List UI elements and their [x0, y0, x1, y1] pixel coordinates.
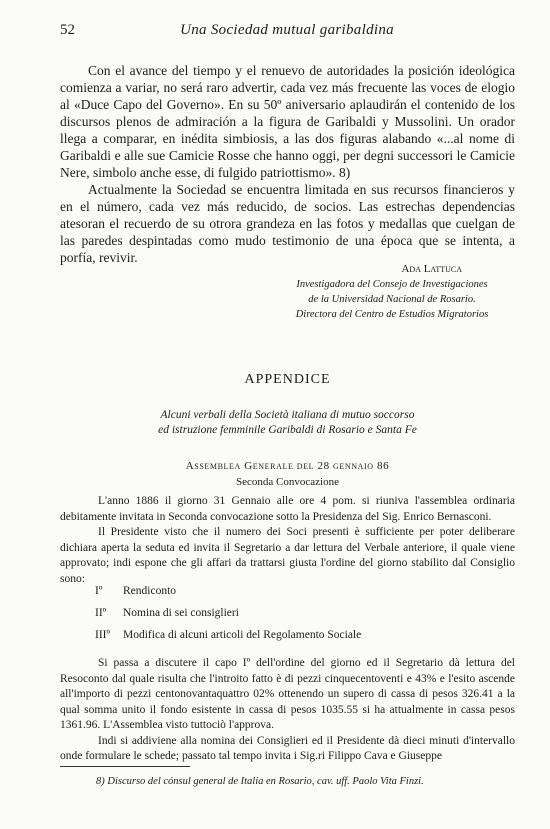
agenda-number: IIº	[95, 607, 107, 619]
appendix-title: APPENDICE	[244, 372, 331, 387]
body-paragraph: Actualmente la Sociedad se encuentra limitada en sus recursos financieros y en el número, cada vez más reducido, de socios. Las estrechas dependencias atesoran el recuerdo de su otrora grandeza en las fotos y medallas que cuelgan de las paredes despintadas como mudo testimonio de una época que se intenta, a porfía, revivir.	[60, 182, 515, 265]
author-affiliation: Investigadora del Consejo de Investigaciones	[296, 279, 488, 290]
footnote-marker: 8)	[96, 776, 105, 787]
assembly-subtitle: Seconda Convocazione	[236, 476, 339, 488]
agenda-number: Iº	[95, 585, 103, 597]
body-paragraph: Con el avance del tiempo y el renuevo de autoridades la posición ideológica comienza a variar, no será raro advertir, cada vez más frecuente las voces de elogio al «Duce Capo del Governo». En su 50º aniversario aplaudirán el contenido de los discursos plenos de admiración a la figura de Garibaldi y Mussolini. Un orador llega a comparar, en inédita simbiosis, a las dos figuras alabando «...al nome di Garibaldi e alle sue Camicie Rosse che hanno oggi, per degni successori le Camicie Nere, simbolo anche esse, di fulgido patriottismo». 8)	[60, 63, 515, 180]
page-header	[60, 22, 514, 44]
running-title: Una Sociedad mutual garibaldina	[180, 22, 394, 38]
minutes-paragraph: Si passa a discutere il capo Iº dell'ordine del giorno ed il Segretario dà lettura del Resoconto dal quale risulta che l'introito fatto è di pezzi cinquecentoventi e 43% e l'esito ascende all'importo di pezzi centonovantaquattro 02% ottenendo un supero di cassa di pesos 326.41 a la qual somma unito il fondo esistente in cassa di pesos 1035.55 si ha attualmente in cassa pesos 1361.96. L'Assemblea visto tuttociò l'approva.	[60, 657, 515, 731]
author-affiliation: de la Universidad Nacional de Rosario.	[308, 294, 476, 305]
author-name: Ada Lattuca	[401, 263, 462, 275]
body-text	[60, 62, 515, 266]
minutes-paragraph: Il Presidente visto che il numero dei Soci presenti è sufficiente per poter deliberare dichiara aperta la seduta ed invita il Segretario a dar lettura del Verbale anteriore, il quale viene approvato; indi espone che gli affari da trattarsi giusta l'ordine del giorno stabilito dal Consiglio sono:	[60, 526, 515, 585]
agenda-text: Modifica di alcuni articoli del Regolamento Sociale	[123, 629, 362, 641]
footnote-divider	[60, 766, 190, 767]
minutes-text	[60, 656, 515, 765]
appendix-subtitle-line: Alcuni verbali della Società italiana di mutuo soccorso	[160, 409, 415, 421]
appendix-subtitle	[60, 408, 515, 438]
minutes-paragraph: Indi si addiviene alla nomina dei Consiglieri ed il Presidente dà dieci minuti d'intervallo onde formulare le schede; passato tal tempo invita i Sig.ri Filippo Cava e Giuseppe	[60, 734, 515, 762]
minutes-text	[60, 494, 515, 587]
author-affiliation: Directora del Centro de Estudios Migratorios	[295, 309, 489, 320]
author-signature	[262, 262, 522, 322]
agenda-text: Rendiconto	[123, 585, 177, 597]
agenda-list	[95, 585, 515, 651]
footnote	[96, 776, 424, 787]
agenda-text: Nomina di sei consiglieri	[123, 607, 239, 619]
footnote-text: Discurso del cónsul general de Italia en Rosario, cav. uff. Paolo Vita Finzi.	[107, 776, 424, 787]
agenda-item	[95, 585, 515, 607]
page-number: 52	[60, 22, 75, 38]
assembly-heading	[60, 458, 515, 490]
minutes-paragraph: L'anno 1886 il giorno 31 Gennaio alle ore 4 pom. si riuniva l'assemblea ordinaria debitamente invitata in Seconda convocazione sotto la Presidenza del Sig. Enrico Bernasconi.	[60, 495, 515, 523]
agenda-item	[95, 629, 515, 651]
assembly-title: Assemblea Generale del 28 gennaio 86	[185, 460, 390, 472]
agenda-item	[95, 607, 515, 629]
appendix-subtitle-line: ed istruzione femminile Garibaldi di Rosario e Santa Fe	[158, 424, 417, 436]
agenda-number: IIIº	[95, 629, 111, 641]
